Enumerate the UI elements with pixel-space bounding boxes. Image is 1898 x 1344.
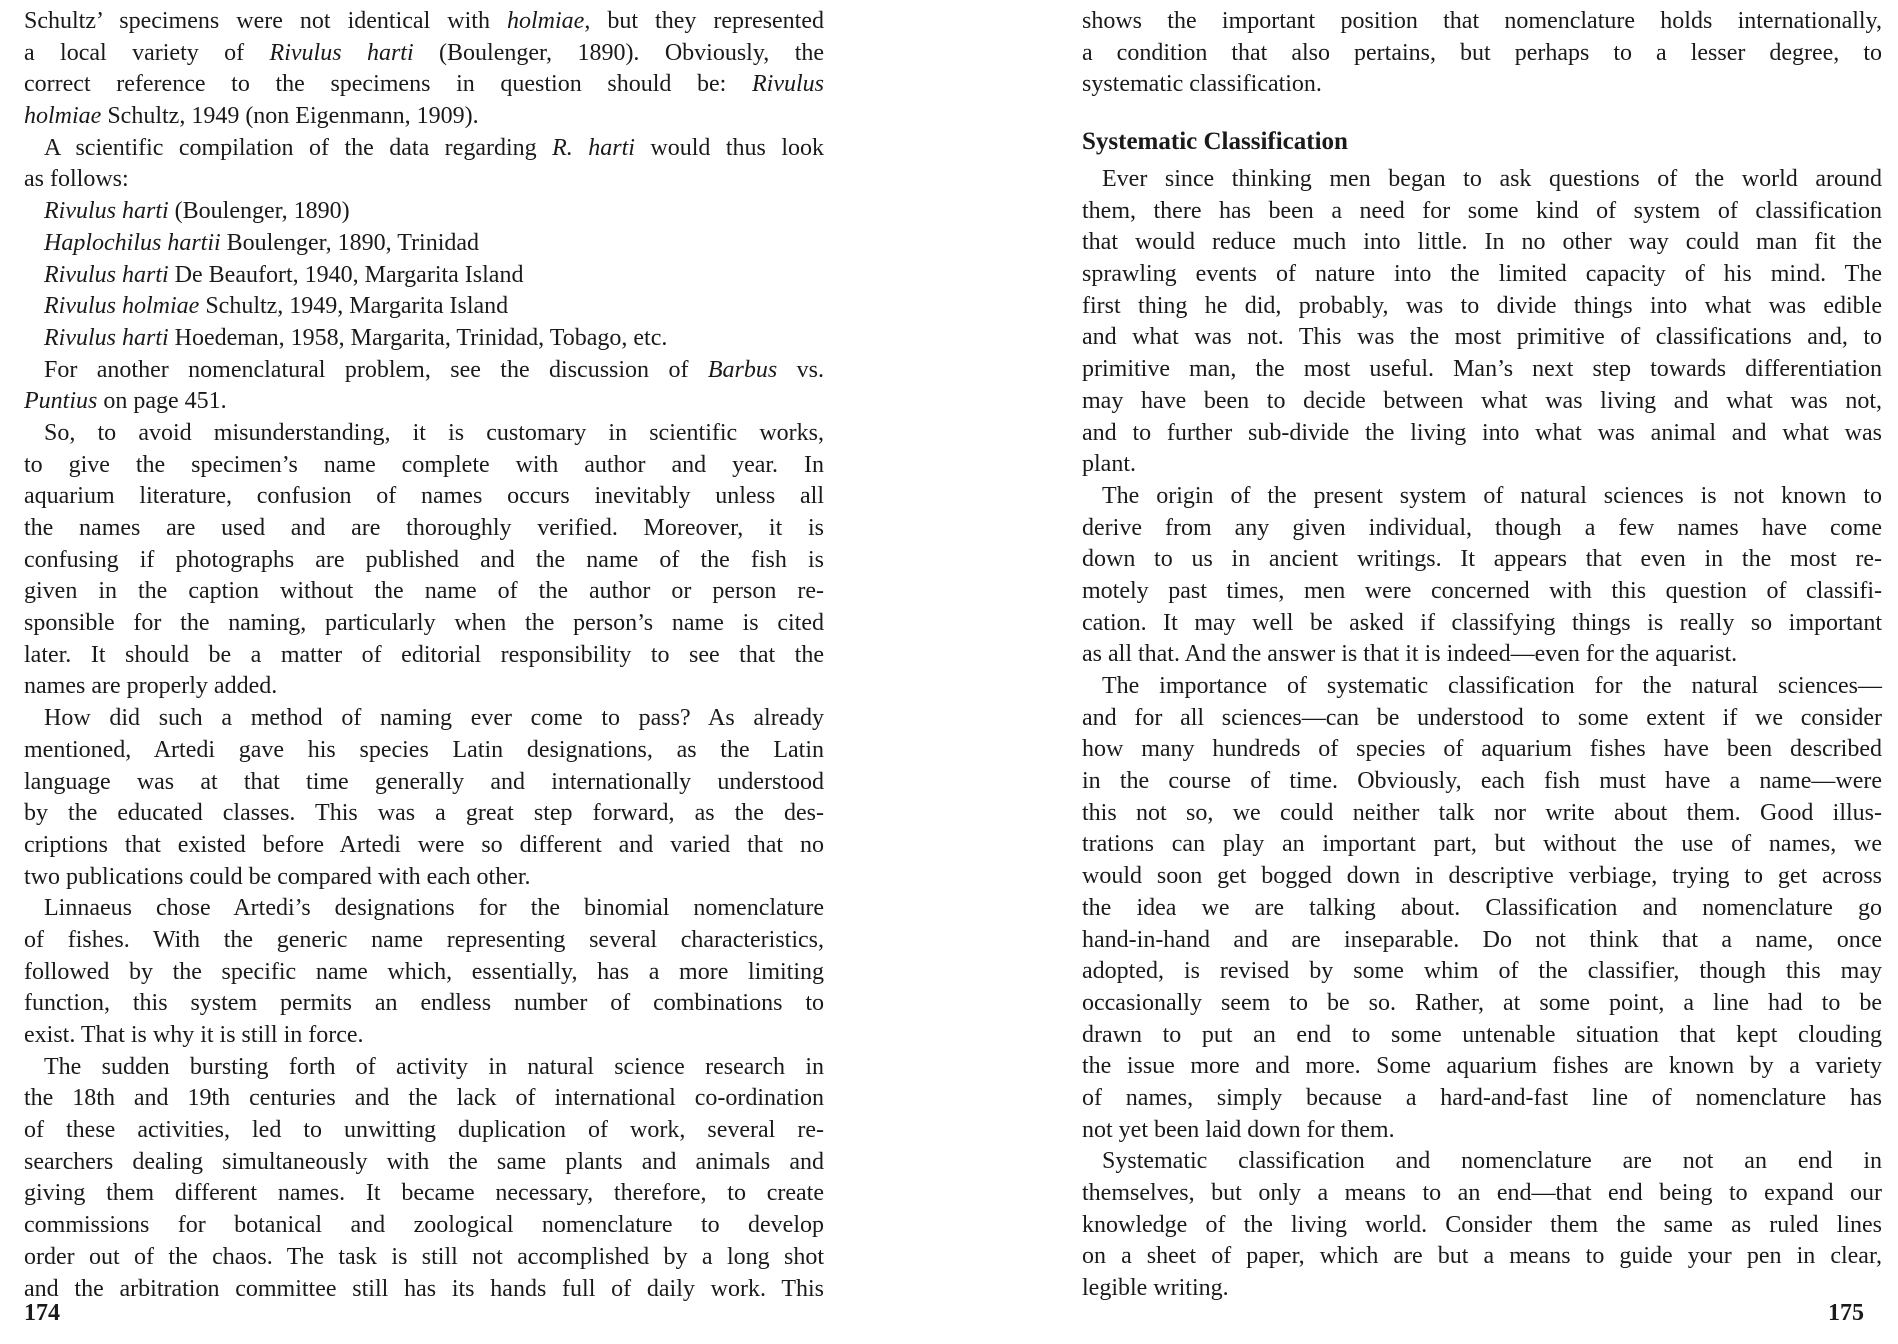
- text-line: How did such a method of naming ever come to pass? As already: [44, 705, 824, 732]
- text-line: adopted, is revised by some whim of the classifier, though this may: [1082, 958, 1882, 985]
- text-line: derive from any given individual, though a few names have come: [1082, 514, 1882, 541]
- text-line: how many hundreds of species of aquarium fishes have been described: [1082, 736, 1882, 763]
- text-line: as all that. And the answer is that it is indeed—even for the aquarist.: [1082, 641, 1738, 668]
- text-line: this not so, we could neither talk nor write about them. Good illus-: [1082, 799, 1882, 826]
- text-line: shows the important position that nomenclature holds internationally,: [1082, 8, 1882, 34]
- text-line: knowledge of the living world. Consider them the same as ruled lines: [1082, 1211, 1882, 1238]
- text-line: and what was not. This was the most primitive of classifications and, to: [1082, 324, 1882, 351]
- text-line: For another nomenclatural problem, see the discussion of Barbus vs.: [44, 356, 824, 383]
- text-line: The sudden bursting forth of activity in natural science research in: [44, 1053, 824, 1080]
- text-line: sprawling events of nature into the limited capacity of his mind. The: [1082, 261, 1882, 288]
- text-line: Rivulus harti (Boulenger, 1890): [44, 198, 350, 225]
- text-line: systematic classification.: [1082, 71, 1322, 98]
- text-line: aquarium literature, confusion of names occurs inevitably unless all: [24, 483, 824, 510]
- text-line: motely past times, men were concerned with this question of classifi-: [1082, 577, 1882, 604]
- text-line: the issue more and more. Some aquarium fishes are known by a variety: [1082, 1053, 1882, 1080]
- text-line: as follows:: [24, 166, 129, 193]
- text-line: Puntius on page 451.: [24, 388, 227, 415]
- text-line: hand-in-hand and are inseparable. Do not think that a name, once: [1082, 926, 1882, 953]
- text-line: two publications could be compared with each other.: [24, 863, 531, 890]
- text-line: confusing if photographs are published and the name of the fish is: [24, 546, 824, 573]
- text-line: drawn to put an end to some untenable situation that kept clouding: [1082, 1021, 1882, 1048]
- text-line: Linnaeus chose Artedi’s designations for the binomial nomenclature: [44, 895, 824, 922]
- text-line: and for all sciences—can be understood to some extent if we consider: [1082, 704, 1882, 731]
- text-line: So, to avoid misunderstanding, it is customary in scientific works,: [44, 419, 824, 446]
- text-line: a local variety of Rivulus harti (Boulenger, 1890). Obviously, the: [24, 39, 825, 66]
- text-line: correct reference to the specimens in question should be: Rivulus: [24, 71, 824, 98]
- text-line: first thing he did, probably, was to divide things into what was edible: [1082, 292, 1882, 319]
- text-line: holmiae Schultz, 1949 (non Eigenmann, 1909).: [24, 103, 479, 130]
- text-line: legible writing.: [1082, 1275, 1229, 1302]
- text-line: giving them different names. It became necessary, therefore, to create: [24, 1180, 824, 1207]
- left-page: [24, 0, 824, 1344]
- text-line: of names, simply because a hard-and-fast line of nomenclature has: [1082, 1084, 1882, 1111]
- text-line: Haplochilus hartii Boulenger, 1890, Trinidad: [44, 229, 480, 256]
- text-line: occasionally seem to be so. Rather, at some point, a line had to be: [1082, 989, 1882, 1016]
- text-line: Schultz’ specimens were not identical with holmiae, but they represented: [24, 8, 825, 34]
- text-line: down to us in ancient writings. It appears that even in the most re-: [1082, 546, 1882, 573]
- text-line: criptions that existed before Artedi were so different and varied that no: [24, 831, 824, 858]
- text-line: A scientific compilation of the data regarding R. harti would thus look: [44, 134, 824, 161]
- text-line: of these activities, led to unwitting duplication of work, several re-: [24, 1117, 824, 1144]
- text-line: in the course of time. Obviously, each fish must have a name—were: [1082, 768, 1882, 795]
- text-line: the idea we are talking about. Classification and nomenclature go: [1082, 894, 1882, 921]
- right-page: [1082, 0, 1882, 1344]
- text-line: given in the caption without the name of the author or person re-: [24, 578, 824, 605]
- right-page-intro-text: [1082, 6, 1882, 101]
- text-line: on a sheet of paper, which are but a means to guide your pen in clear,: [1082, 1243, 1882, 1270]
- text-line: searchers dealing simultaneously with the same plants and animals and: [24, 1148, 824, 1175]
- text-line: language was at that time generally and internationally understood: [24, 768, 824, 795]
- text-line: by the educated classes. This was a great step forward, as the des-: [24, 800, 824, 827]
- text-line: Ever since thinking men began to ask questions of the world around: [1102, 166, 1882, 192]
- text-line: themselves, but only a means to an end—that end being to expand our: [1082, 1180, 1882, 1206]
- text-line: the 18th and 19th centuries and the lack of international co-ordination: [24, 1085, 824, 1112]
- text-line: of fishes. With the generic name representing several characteristics,: [24, 926, 824, 953]
- text-line: that would reduce much into little. In no other way could man fit the: [1082, 229, 1882, 256]
- text-line: would soon get bogged down in descriptive verbiage, trying to get across: [1082, 863, 1882, 890]
- text-line: mentioned, Artedi gave his species Latin designations, as the Latin: [24, 736, 824, 763]
- right-page-text: [1082, 164, 1882, 1305]
- section-heading: Systematic Classification: [1082, 128, 1348, 155]
- text-line: plant.: [1082, 451, 1136, 478]
- text-line: may have been to decide between what was living and what was not,: [1082, 387, 1882, 414]
- text-line: order out of the chaos. The task is still not accomplished by a long shot: [24, 1243, 824, 1270]
- left-page-text: [24, 6, 824, 1305]
- text-line: function, this system permits an endless number of combinations to: [24, 990, 824, 1017]
- text-line: a condition that also pertains, but perhaps to a lesser degree, to: [1082, 39, 1882, 66]
- page-number-left: 174: [24, 1300, 60, 1326]
- text-line: and to further sub-divide the living into what was animal and what was: [1082, 419, 1882, 446]
- text-line: Systematic classification and nomenclature are not an end in: [1102, 1148, 1882, 1175]
- text-line: primitive man, the most useful. Man’s next step towards differentiation: [1082, 356, 1882, 383]
- text-line: sponsible for the naming, particularly when the person’s name is cited: [24, 610, 824, 637]
- text-line: Rivulus harti Hoedeman, 1958, Margarita, Trinidad, Tobago, etc.: [44, 324, 668, 351]
- text-line: Rivulus holmiae Schultz, 1949, Margarita Island: [44, 293, 509, 320]
- text-line: exist. That is why it is still in force.: [24, 1022, 364, 1048]
- text-line: them, there has been a need for some kind of system of classification: [1082, 197, 1882, 224]
- book-gutter: [948, 0, 950, 1344]
- text-line: names are properly added.: [24, 673, 278, 700]
- text-line: The origin of the present system of natural sciences is not known to: [1102, 482, 1882, 509]
- text-line: to give the specimen’s name complete with author and year. In: [24, 451, 824, 478]
- page-number-right: 175: [1828, 1300, 1864, 1326]
- text-line: trations can play an important part, but without the use of names, we: [1082, 831, 1882, 858]
- text-line: the names are used and are thoroughly verified. Moreover, it is: [24, 515, 824, 541]
- text-line: and the arbitration committee still has its hands full of daily work. This: [24, 1275, 824, 1302]
- text-line: not yet been laid down for them.: [1082, 1116, 1395, 1143]
- text-line: cation. It may well be asked if classifying things is really so important: [1082, 609, 1882, 636]
- text-line: The importance of systematic classification for the natural sciences—: [1102, 673, 1882, 699]
- text-line: commissions for botanical and zoological nomenclature to develop: [24, 1212, 824, 1239]
- text-line: later. It should be a matter of editorial responsibility to see that the: [24, 641, 824, 668]
- text-line: Rivulus harti De Beaufort, 1940, Margarita Island: [44, 261, 524, 288]
- text-line: followed by the specific name which, essentially, has a more limiting: [24, 958, 824, 985]
